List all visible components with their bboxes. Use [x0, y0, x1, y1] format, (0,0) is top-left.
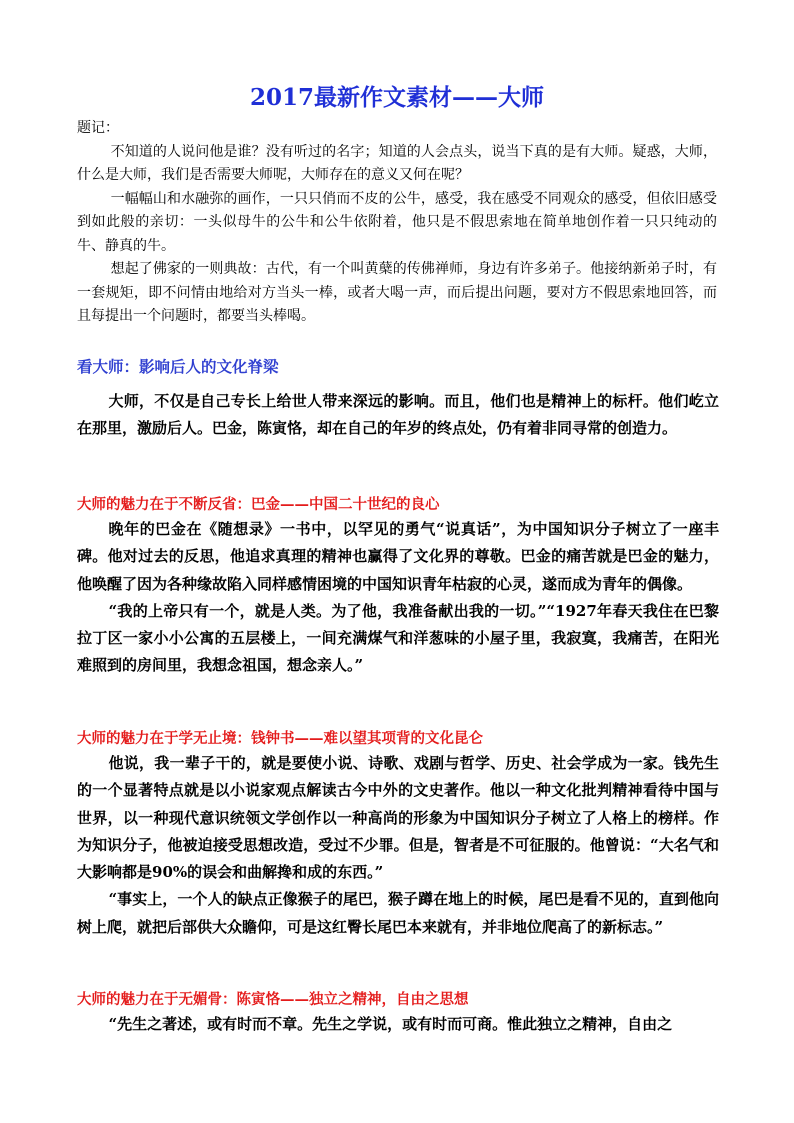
document-title: 2017最新作文素材——大师 [249, 84, 544, 111]
section-main-body [77, 388, 719, 443]
section-heading-qian: 大师的魅力在于学无止境：钱钟书——难以望其项背的文化昆仑 [77, 730, 483, 747]
body-paragraph: “我的上帝只有一个，就是人类。为了他，我准备献出我的一切。”“1927年春天我住在巴黎拉丁区一家小小公寓的五层楼上，一间充满煤气和洋葱味的小屋子里，我寂寞，我痛苦，在阳光难照到的房间里，我想念祖国，想念亲人。” [77, 601, 719, 675]
intro-paragraph: 一幅幅山和水融弥的画作，一只只俏而不皮的公牛，感受，我在感受不同观众的感受，但依旧感受到如此般的亲切：一头似母牛的公牛和公牛依附着，他只是不假思索地在简单地创作着一只只纯动的牛、静真的牛。 [77, 190, 717, 254]
body-paragraph: “事实上，一个人的缺点正像猴子的尾巴，猴子蹲在地上的时候，尾巴是看不见的，直到他向树上爬，就把后部供大众瞻仰，可是这红臀长尾巴本来就有，并非地位爬高了的新标志。” [77, 890, 719, 936]
section-heading-main: 看大师：影响后人的文化脊梁 [77, 357, 279, 376]
section-chen-body [77, 1011, 719, 1038]
intro-paragraph: 想起了佛家的一则典故：古代，有一个叫黄蘖的传佛禅师，身边有许多弟子。他接纳新弟子时，有一套规矩，即不问情由地给对方当头一棒，或者大喝一声，而后提出问题，要对方不假思索地回答，而且每提出一个问题时，都要当头棒喝。 [77, 261, 717, 324]
body-paragraph: 晚年的巴金在《随想录》一书中，以罕见的勇气“说真话”，为中国知识分子树立了一座丰碑。他对过去的反思，他追求真理的精神也赢得了文化界的尊敬。巴金的痛苦就是巴金的魅力，他唤醒了因为各种缘故陷入同样感情困境的中国知识青年枯寂的心灵，遂而成为青年的偶像。 [77, 520, 719, 593]
section-qian-body [77, 750, 719, 941]
section-heading-chen: 大师的魅力在于无媚骨：陈寅恪——独立之精神，自由之思想 [77, 991, 469, 1008]
intro-block [77, 117, 717, 329]
intro-paragraph: 不知道的人说问他是谁？没有听过的名字；知道的人会点头，说当下真的是有大师。疑惑，大师，什么是大师，我们是否需要大师呢，大师存在的意义又何在呢？ [77, 143, 717, 183]
intro-label: 题记： [77, 120, 119, 136]
body-paragraph: “先生之著述，或有时而不章。先生之学说，或有时而可商。惟此独立之精神，自由之 [108, 1015, 673, 1033]
body-paragraph: 大师，不仅是自己专长上给世人带来深远的影响。而且，他们也是精神上的标杆。他们屹立在那里，激励后人。巴金，陈寅恪，却在自己的年岁的终点处，仍有着非同寻常的创造力。 [77, 392, 719, 438]
section-heading-bajin: 大师的魅力在于不断反省：巴金——中国二十世纪的良心 [77, 496, 440, 513]
section-bajin-body [77, 516, 719, 680]
body-paragraph: 他说，我一辈子干的，就是要使小说、诗歌、戏剧与哲学、历史、社会学成为一家。钱先生的一个显著特点就是以小说家观点解读古今中外的文史著作。他以一种文化批判精神看待中国与世界，以一种现代意识统领文学创作以一种高尚的形象为中国知识分子树立了人格上的榜样。作为知识分子，他被迫接受思想改造，受过不少罪。但是，智者是不可征服的。他曾说：“大名气和大影响都是90%的误会和曲解搀和成的东西。” [77, 754, 719, 882]
